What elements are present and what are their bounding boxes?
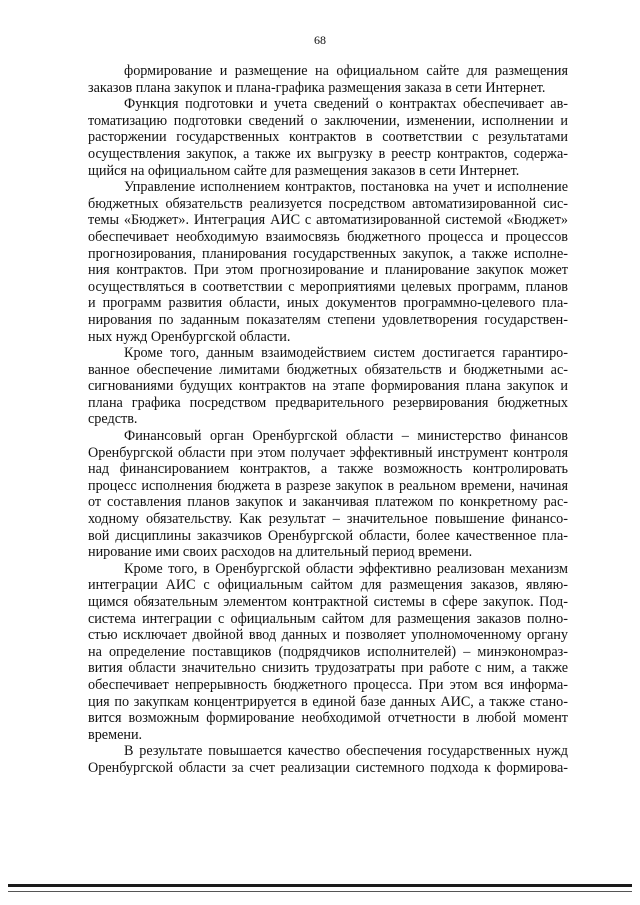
text-line: система интеграции с официальным сайтом для размещения заказов полно- [88, 610, 568, 627]
text-line: вития области значительно снизить трудозатраты при работе с ним, а также [88, 660, 568, 677]
text-line: на определение поставщиков (подрядчиков исполнителей) – минэкономраз- [88, 643, 568, 660]
text-line: процесс исполнения бюджета в разрезе закупок в реальном времени, начиная [88, 477, 568, 494]
text-line: Кроме того, данным взаимодействием систем достигается гарантиро- [124, 345, 568, 362]
bottom-border-line-thin [8, 891, 632, 892]
text-line: нирования по заданным показателям степени удовлетворения государствен- [88, 311, 568, 328]
text-line: и программ развития области, иных документов программно-целевого пла- [88, 295, 568, 312]
text-line: обеспечивает необходимую взаимосвязь бюджетного процесса и процессов [88, 228, 568, 245]
text-line: ных нужд Оренбургской области. [88, 328, 291, 345]
text-line: заказов плана закупок и плана-графика размещения заказа в сети Интернет. [88, 79, 546, 96]
text-line: ция по закупкам концентрируется в единой базе данных АИС, а также стано- [88, 693, 568, 710]
text-line: бюджетных обязательств реализуется посредством автоматизированной сис- [88, 195, 568, 212]
text-line: расторжении государственных контрактов в соответствии с результатами [88, 129, 568, 146]
text-line: средств. [88, 411, 138, 428]
text-line: плана графика посредством предварительного резервирования бюджетных [88, 394, 568, 411]
text-line: вится возможным формирование необходимой отчетности в любой момент [88, 710, 568, 727]
text-line: Управление исполнением контрактов, постановка на учет и исполнение [124, 179, 568, 196]
text-line: вой дисциплины заказчиков Оренбургской области, более качественное пла- [88, 527, 568, 544]
text-line: времени. [88, 726, 143, 743]
text-line: Оренбургской области за счет реализации системного подхода к формирова- [88, 759, 568, 776]
text-line: ванное обеспечение лимитами бюджетных обязательств и бюджетными ас- [88, 361, 568, 378]
text-line: Финансовый орган Оренбургской области – министерство финансов [124, 428, 568, 445]
text-line: от составления планов закупок и заканчивая платежом по конкретному рас- [88, 494, 568, 511]
text-line: ходному обязательству. Как результат – значительное повышение финансо- [88, 511, 568, 528]
text-line: Кроме того, в Оренбургской области эффективно реализован механизм [124, 560, 568, 577]
page-number: 68 [314, 33, 326, 47]
text-line: темы «Бюджет». Интеграция АИС с автоматизированной системой «Бюджет» [88, 212, 568, 229]
text-line: ния контрактов. При этом прогнозирование и планирование закупок может [88, 262, 568, 279]
text-line: стью исключает двойной ввод данных и позволяет уполномоченному органу [88, 627, 568, 644]
text-line: сигнованиями будущих контрактов на этапе формирования плана закупок и [88, 378, 568, 395]
bottom-border-line [8, 884, 632, 887]
text-line: обеспечивает непрерывность бюджетного процесса. При этом вся информа- [88, 676, 568, 693]
text-line: Оренбургской области при этом получает эффективный инструмент контроля [88, 444, 568, 461]
text-line: над финансированием контрактов, а также возможность контролировать [88, 461, 568, 478]
text-line: интеграции АИС с официальным сайтом для размещения заказов, являю- [88, 577, 568, 594]
text-line: формирование и размещение на официальном сайте для размещения [124, 63, 568, 79]
text-line: осуществления закупок, а также их выгрузку в реестр контрактов, содержа- [88, 145, 568, 162]
text-line: осуществляться в соответствии с мероприятиями целевых программ, планов [88, 278, 568, 295]
text-line: В результате повышается качество обеспечения государственных нужд [124, 743, 568, 760]
text-line: Функция подготовки и учета сведений о контрактах обеспечивает ав- [124, 96, 568, 113]
text-line: щийся на официальном сайте для размещения заказов в сети Интернет. [88, 162, 520, 179]
text-line: нирование ими своих расходов на длительный период времени. [88, 544, 473, 561]
text-line: томатизацию подготовки сведений о заключении, изменении, исполнении и [88, 112, 568, 129]
text-line: прогнозирования, планирования государственных закупок, а также исполне- [88, 245, 568, 262]
text-line: щимся обязательным элементом контрактной системы в сфере закупок. Под- [88, 594, 568, 610]
document-body [88, 63, 568, 777]
